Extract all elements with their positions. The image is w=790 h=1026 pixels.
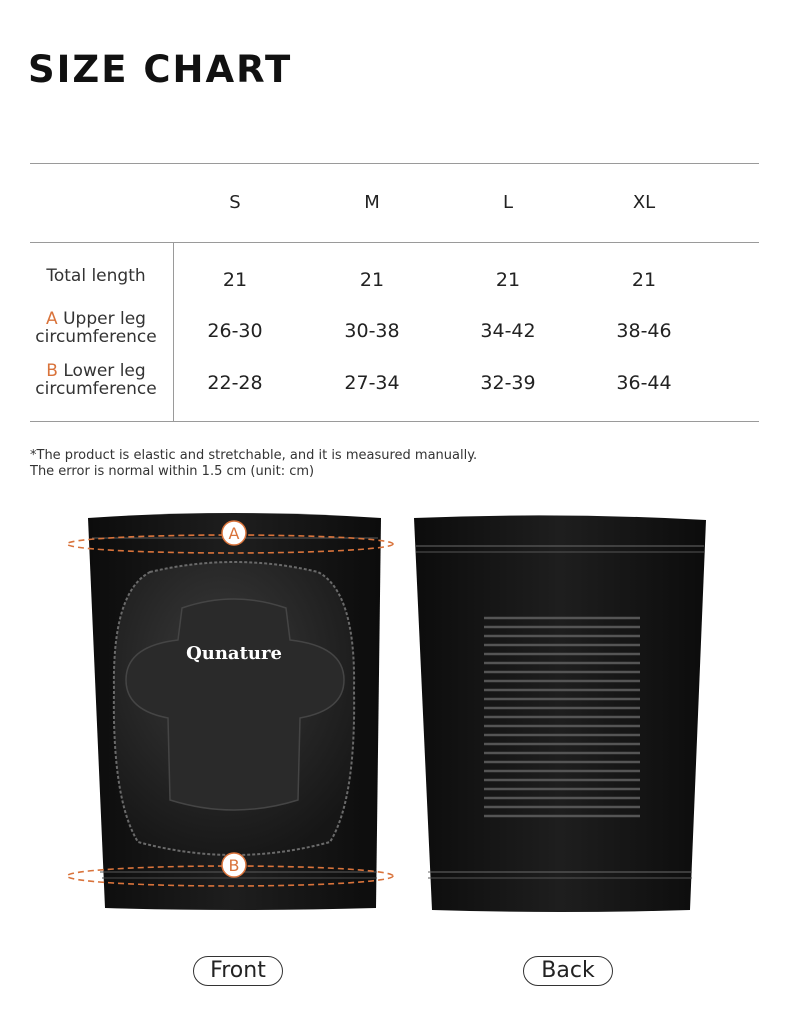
table-cell: 21: [359, 269, 385, 291]
back-knee-pad-image: [414, 515, 706, 912]
marker-a: A: [228, 524, 240, 543]
row-label-text: Upper leg circumference: [35, 309, 157, 347]
table-cell: 36-44: [616, 372, 672, 394]
row-label-upper-leg: [20, 310, 172, 346]
measurement-note: [30, 448, 477, 480]
marker-b: B: [228, 856, 240, 875]
table-cell: 34-42: [480, 320, 536, 342]
note-line-1: *The product is elastic and stretchable, and it is measured manually.: [30, 448, 478, 463]
marker-b-label: B: [46, 361, 58, 381]
table-header-rule: [30, 242, 759, 243]
page-title: SIZE CHART: [28, 48, 293, 91]
row-label-total-length: [20, 267, 172, 285]
back-label-badge: Back: [523, 956, 613, 986]
table-bottom-rule: [30, 421, 759, 422]
brand-logo: Qunature: [186, 643, 282, 664]
table-top-rule: [30, 163, 759, 164]
table-cell: 27-34: [344, 372, 400, 394]
front-knee-pad-image: [88, 513, 381, 910]
table-cell: 30-38: [344, 320, 400, 342]
table-cell: 38-46: [616, 320, 672, 342]
size-header-l: L: [502, 192, 514, 213]
table-cell: 22-28: [207, 372, 263, 394]
table-cell: 26-30: [207, 320, 263, 342]
row-label-lower-leg: [20, 362, 172, 398]
row-label-text: Lower leg circumference: [35, 361, 157, 399]
table-cell: 32-39: [480, 372, 536, 394]
table-cell: 21: [631, 269, 657, 291]
size-header-m: M: [364, 192, 380, 213]
front-label-badge: Front: [193, 956, 283, 986]
table-column-divider: [173, 243, 174, 421]
row-label-text: Total length: [46, 266, 146, 286]
table-cell: 21: [495, 269, 521, 291]
knee-pad-figures: [0, 500, 790, 920]
table-cell: 21: [222, 269, 248, 291]
marker-a-label: A: [46, 309, 58, 329]
size-header-xl: XL: [632, 192, 656, 213]
size-header-s: S: [229, 192, 241, 213]
note-line-2: The error is normal within 1.5 cm (unit: cm): [30, 464, 315, 479]
